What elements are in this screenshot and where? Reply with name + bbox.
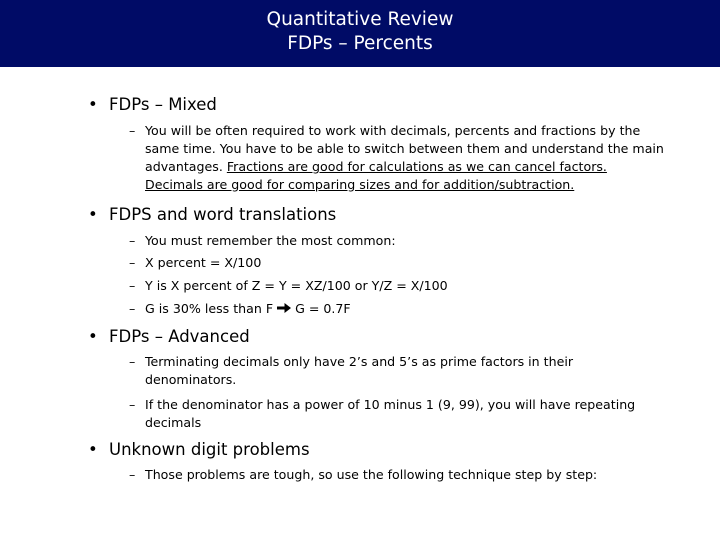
sub-dash: – [129,233,136,248]
bullet-text: FDPS and word translations [109,205,337,224]
right-arrow-icon [277,302,291,314]
bullet-text: FDPs – Mixed [109,95,217,114]
sub-text: Terminating decimals only have 2’s and 5’s as prime factors in their denominators. [145,354,574,387]
sub-text [145,300,665,318]
sub-dash: – [129,397,136,412]
sub-text: You must remember the most common: [145,233,396,248]
sub-dash: – [129,278,136,293]
bullet-dot: • [88,440,98,459]
sub-text-before-arrow: G is 30% less than F [145,301,278,316]
sub-text-underlined: Fractions are good for calculations as we can cancel factors. Decimals are good for comparing sizes and for addition/subtraction. [145,159,607,192]
sub-text [145,122,665,194]
sub-text-after-arrow: G = 0.7F [291,301,351,316]
sub-dash: – [129,354,136,369]
sub-text: X percent = X/100 [145,255,262,270]
sub-dash: – [129,301,136,316]
sub-dash: – [129,255,136,270]
bullet-text: FDPs – Advanced [109,327,250,346]
bullet-text: Unknown digit problems [109,440,310,459]
sub-text: Y is X percent of Z = Y = XZ/100 or Y/Z = X/100 [145,278,448,293]
sub-text-plain: You will be often required to work with decimals, percents and fractions by the same time. You have to be able to switch between them and understand the main advantages. [145,123,664,174]
sub-text: If the denominator has a power of 10 minus 1 (9, 99), you will have repeating decimals [145,397,636,430]
slide-title-line-1: Quantitative Review [266,9,454,30]
slide-title-line-2: FDPs – Percents [287,33,433,54]
sub-dash: – [129,467,136,482]
sub-text: Those problems are tough, so use the following technique step by step: [145,467,598,482]
bullet-dot: • [88,95,98,114]
bullet-dot: • [88,205,98,224]
bullet-dot: • [88,327,98,346]
sub-dash: – [129,123,136,138]
